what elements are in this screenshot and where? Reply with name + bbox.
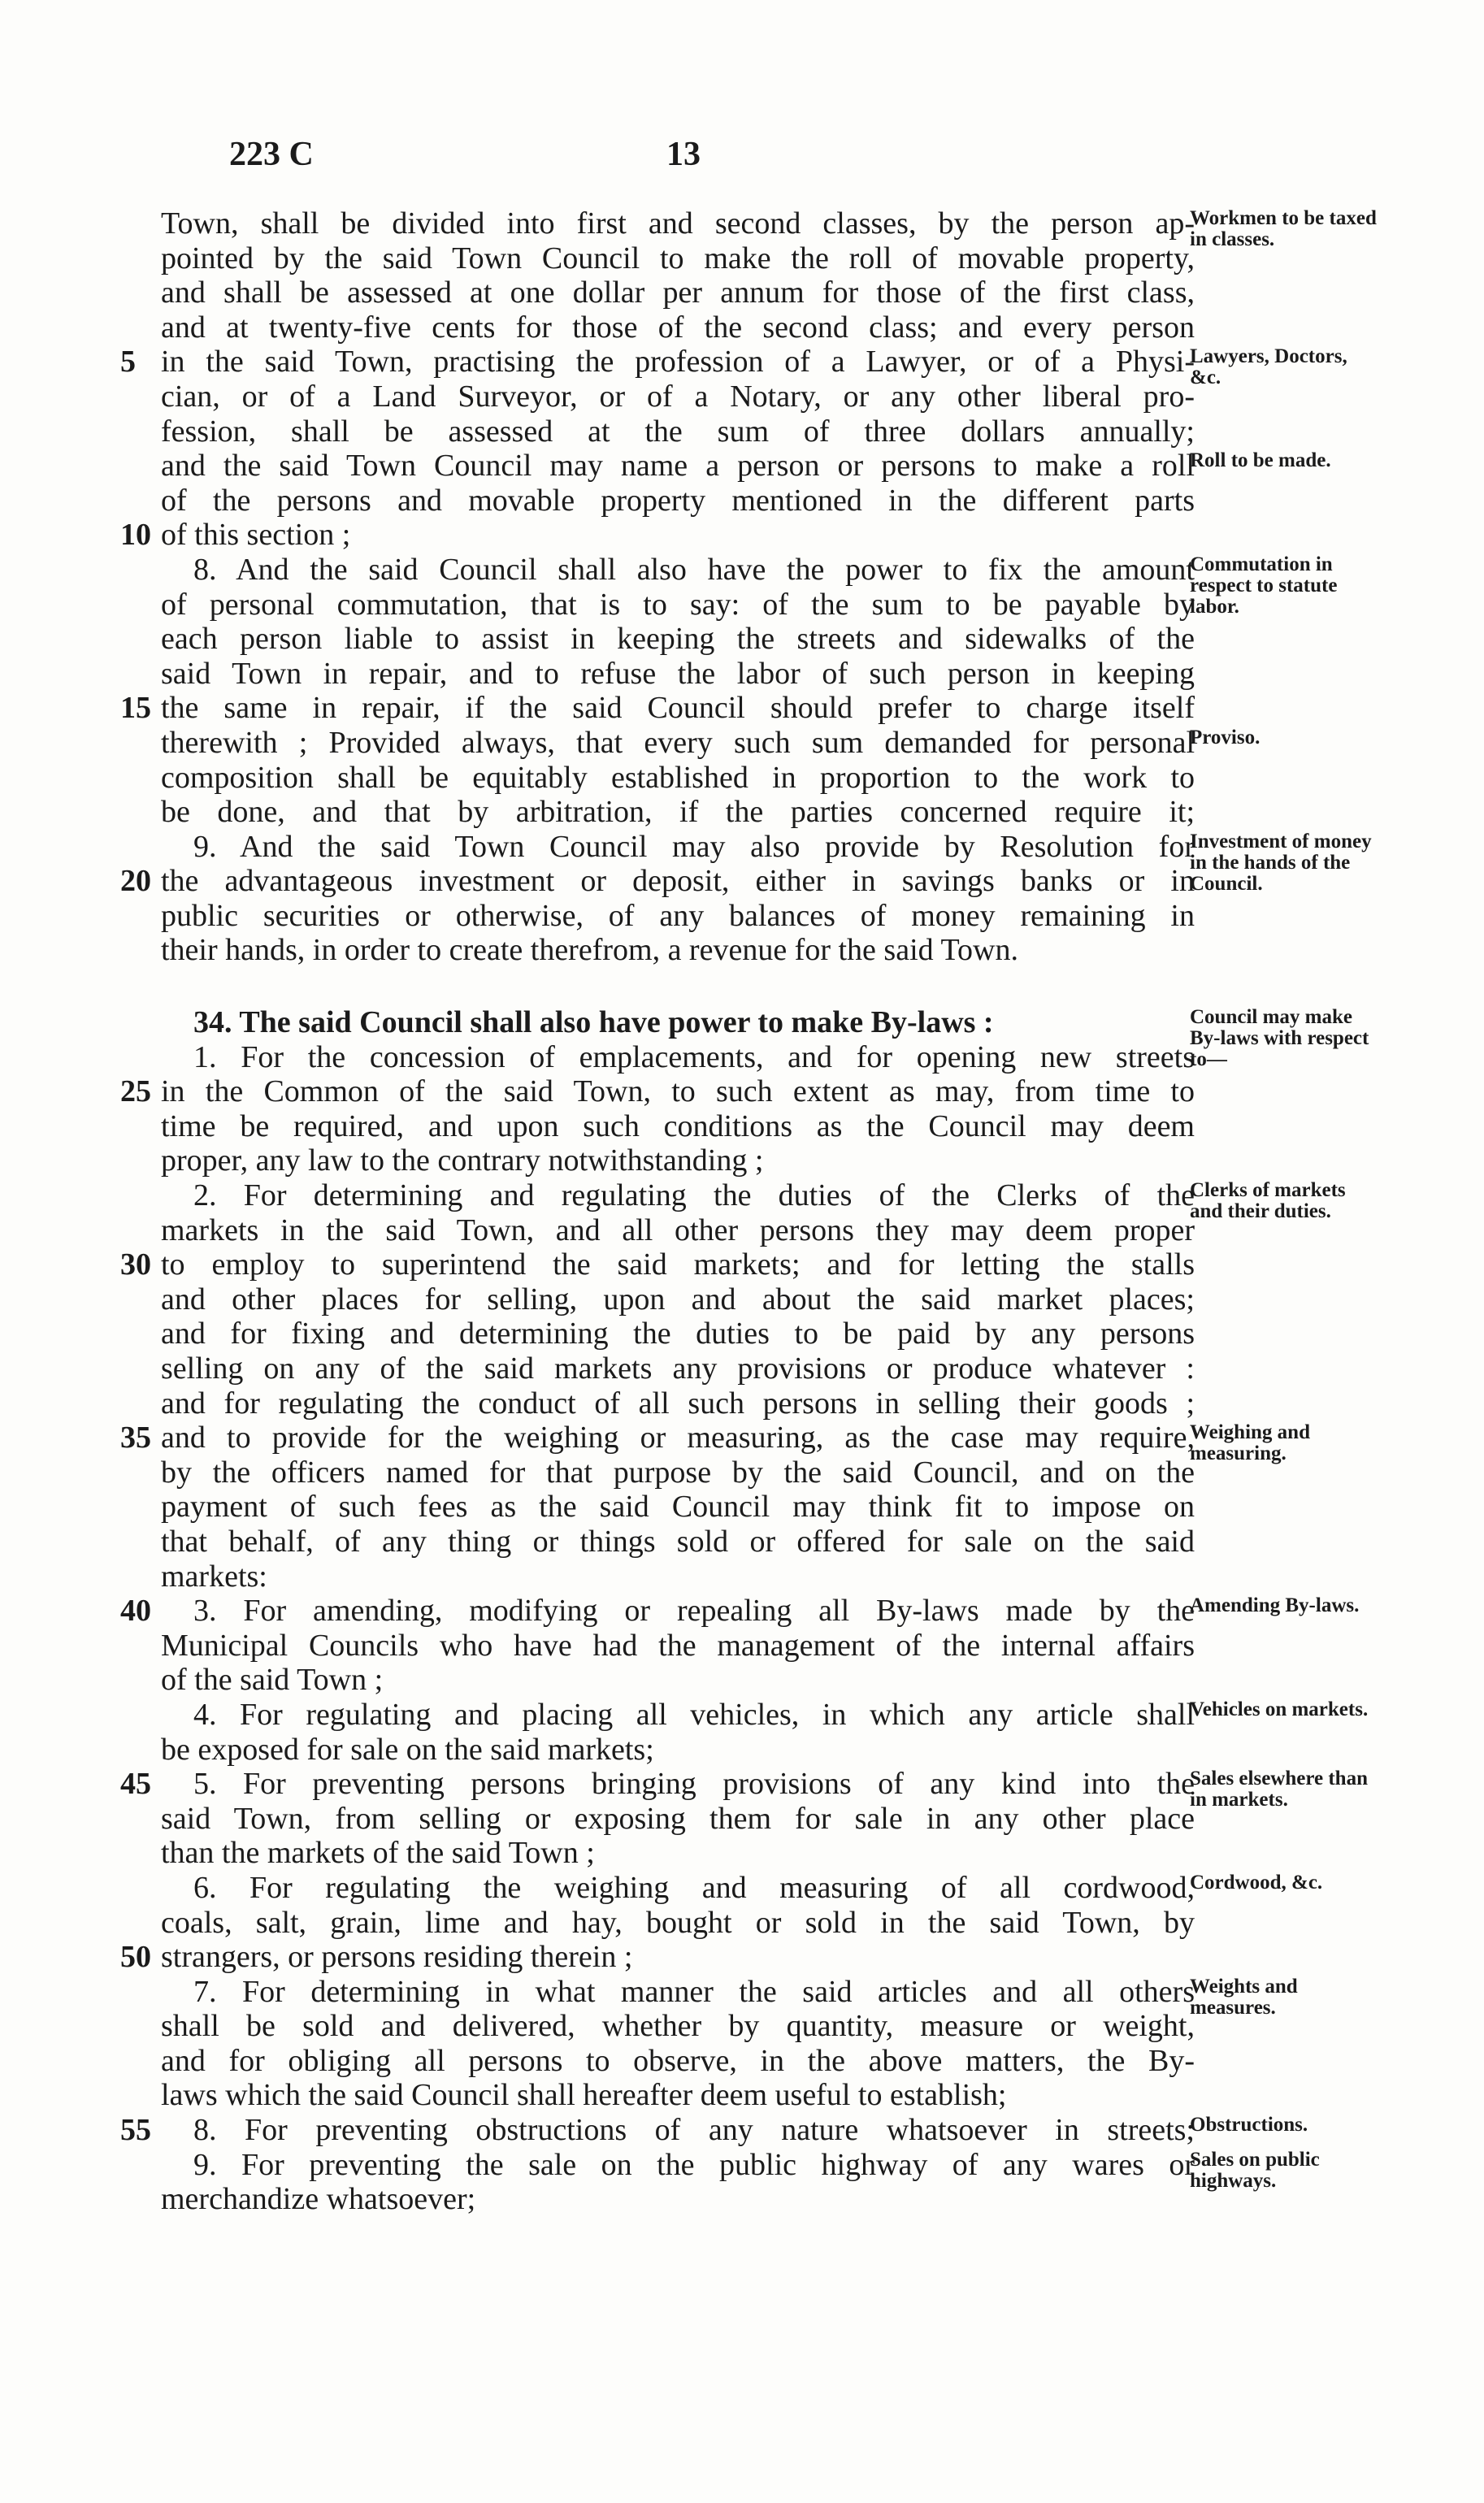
margin-note: Weighing and measuring. bbox=[1190, 1421, 1310, 1465]
text-line bbox=[161, 1836, 1484, 1871]
margin-note: Sales elsewhere than in markets. bbox=[1190, 1768, 1368, 1811]
page-header bbox=[0, 135, 1484, 184]
line-text: pointed by the said Town Council to make the roll of movable property, bbox=[161, 241, 1195, 275]
margin-note: Proviso. bbox=[1190, 726, 1261, 748]
text-line bbox=[161, 1386, 1484, 1421]
line-text: in the Common of the said Town, to such extent as may, from time to bbox=[161, 1074, 1195, 1109]
text-line bbox=[161, 761, 1484, 796]
line-text: 9. For preventing the sale on the public highway of any wares or bbox=[193, 2147, 1195, 2182]
text-line bbox=[161, 1802, 1484, 1837]
text-line bbox=[161, 380, 1484, 414]
line-number: 10 bbox=[120, 518, 151, 553]
line-text: selling on any of the said markets any provisions or produce whatever : bbox=[161, 1351, 1195, 1386]
text-line bbox=[161, 310, 1484, 345]
text-line bbox=[161, 795, 1484, 830]
text-line bbox=[161, 933, 1484, 968]
line-number: 40 bbox=[120, 1594, 151, 1629]
text-line bbox=[161, 1871, 1484, 1906]
text-line bbox=[161, 1559, 1484, 1594]
text-line bbox=[120, 345, 1484, 389]
margin-note: Lawyers, Doctors, &c. bbox=[1190, 345, 1347, 389]
line-text: laws which the said Council shall hereafter deem useful to establish; bbox=[161, 2078, 1007, 2113]
text-line bbox=[120, 864, 1484, 899]
line-text: and at twenty-five cents for those of the second class; and every person bbox=[161, 310, 1195, 345]
line-text: time be required, and upon such conditions as the Council may deem bbox=[161, 1108, 1195, 1143]
line-text: and the said Town Council may name a person or persons to make a roll bbox=[161, 449, 1195, 484]
text-line bbox=[161, 275, 1484, 310]
line-text: proper, any law to the contrary notwithstanding ; bbox=[161, 1143, 764, 1178]
line-text: Municipal Councils who have had the management of the internal affairs bbox=[161, 1628, 1195, 1663]
line-number: 25 bbox=[120, 1074, 151, 1109]
text-line bbox=[161, 1906, 1484, 1941]
line-text: 9. And the said Town Council may also provide by Resolution for bbox=[193, 829, 1195, 864]
margin-note: Commutation in respect to statute labor. bbox=[1190, 553, 1338, 618]
text-line bbox=[161, 2182, 1484, 2217]
line-text: 34. The said Council shall also have power to make By-laws : bbox=[193, 1005, 994, 1040]
margin-note: Sales on public highways. bbox=[1190, 2148, 1320, 2192]
text-line bbox=[120, 691, 1484, 726]
margin-note: Amending By-laws. bbox=[1190, 1594, 1360, 1617]
text-line bbox=[161, 622, 1484, 657]
text-line bbox=[161, 1974, 1484, 2019]
text-line bbox=[161, 588, 1484, 622]
line-text: said Town, from selling or exposing them for sale in any other place bbox=[161, 1801, 1195, 1836]
text-line bbox=[161, 1143, 1484, 1178]
line-text: 2. For determining and regulating the duties of the Clerks of the bbox=[193, 1178, 1195, 1213]
text-line bbox=[120, 1247, 1484, 1282]
line-text: than the markets of the said Town ; bbox=[161, 1836, 595, 1871]
text-line bbox=[120, 1074, 1484, 1109]
line-text: of the said Town ; bbox=[161, 1663, 384, 1698]
line-text: be exposed for sale on the said markets; bbox=[161, 1732, 654, 1767]
line-text: to employ to superintend the said markets; and for letting the stalls bbox=[161, 1247, 1195, 1282]
margin-note: Clerks of markets and their duties. bbox=[1190, 1179, 1346, 1223]
margin-note: Roll to be made. bbox=[1190, 449, 1331, 472]
text-line bbox=[161, 1109, 1484, 1144]
text-line bbox=[120, 2113, 1484, 2148]
line-text: 8. And the said Council shall also have the power to fix the amount bbox=[193, 552, 1195, 587]
line-number: 45 bbox=[120, 1767, 151, 1802]
line-text: fession, shall be assessed at the sum of three dollars annually; bbox=[161, 414, 1195, 449]
text-line bbox=[161, 2009, 1484, 2044]
line-text: Town, shall be divided into first and second classes, by the person ap- bbox=[161, 206, 1195, 241]
line-text: said Town in repair, and to refuse the labor of such person in keeping bbox=[161, 656, 1195, 691]
text-line bbox=[161, 2044, 1484, 2079]
line-text: and for regulating the conduct of all such persons in selling their goods ; bbox=[161, 1386, 1195, 1421]
line-text: markets: bbox=[161, 1559, 267, 1594]
text-line bbox=[120, 518, 1484, 553]
document-reference: 223 C bbox=[229, 136, 314, 173]
text-line bbox=[161, 449, 1484, 484]
line-text: 5. For preventing persons bringing provisions of any kind into the bbox=[193, 1767, 1195, 1802]
line-number: 55 bbox=[120, 2113, 151, 2148]
margin-note: Obstructions. bbox=[1190, 2114, 1308, 2136]
text-line bbox=[161, 1040, 1484, 1075]
line-text: 3. For amending, modifying or repealing all By-laws made by the bbox=[193, 1594, 1195, 1629]
margin-note: Weights and measures. bbox=[1190, 1975, 1298, 2019]
line-number: 5 bbox=[120, 345, 136, 380]
line-text: 4. For regulating and placing all vehicles, in which any article shall bbox=[193, 1697, 1195, 1732]
text-line bbox=[161, 206, 1484, 250]
line-text: their hands, in order to create therefrom, a revenue for the said Town. bbox=[161, 933, 1018, 968]
text-line bbox=[161, 2078, 1484, 2113]
line-number: 30 bbox=[120, 1247, 151, 1282]
line-text: cian, or of a Land Surveyor, or of a Notary, or any other liberal pro- bbox=[161, 379, 1195, 414]
text-line bbox=[161, 1733, 1484, 1768]
margin-note: Vehicles on markets. bbox=[1190, 1698, 1369, 1720]
text-line bbox=[161, 1282, 1484, 1317]
line-text: and for fixing and determining the duties to be paid by any persons bbox=[161, 1317, 1195, 1351]
line-text: and shall be assessed at one dollar per annum for those of the first class, bbox=[161, 275, 1195, 310]
text-line bbox=[120, 1421, 1484, 1465]
line-text: that behalf, of any thing or things sold or offered for sale on the said bbox=[161, 1524, 1195, 1559]
line-text: payment of such fees as the said Council may think fit to impose on bbox=[161, 1490, 1195, 1525]
line-text: 1. For the concession of emplacements, and for opening new streets bbox=[193, 1039, 1195, 1074]
text-line bbox=[161, 2147, 1484, 2192]
margin-note: Workmen to be taxed in classes. bbox=[1190, 207, 1377, 250]
text-line bbox=[161, 1490, 1484, 1525]
margin-note: Cordwood, &c. bbox=[1190, 1871, 1323, 1894]
line-number: 35 bbox=[120, 1421, 151, 1455]
text-line bbox=[161, 1698, 1484, 1733]
line-text: the advantageous investment or deposit, either in savings banks or in bbox=[161, 864, 1195, 899]
line-text: public securities or otherwise, of any balances of money remaining in bbox=[161, 898, 1195, 933]
line-text: markets in the said Town, and all other persons they may deem proper bbox=[161, 1212, 1195, 1247]
text-line bbox=[161, 657, 1484, 692]
line-text: and for obliging all persons to observe, in the above matters, the By- bbox=[161, 2043, 1195, 2078]
text-line bbox=[161, 1663, 1484, 1698]
text-line bbox=[120, 1940, 1484, 1975]
line-text: of this section ; bbox=[161, 518, 351, 553]
line-text: by the officers named for that purpose by the said Council, and on the bbox=[161, 1455, 1195, 1490]
line-text: composition shall be equitably established in proportion to the work to bbox=[161, 760, 1195, 795]
text-line bbox=[161, 1351, 1484, 1386]
text-line bbox=[161, 899, 1484, 934]
text-line bbox=[161, 484, 1484, 518]
line-text: strangers, or persons residing therein ; bbox=[161, 1940, 633, 1975]
text-line bbox=[161, 726, 1484, 761]
line-text: therewith ; Provided always, that every such sum demanded for personal bbox=[161, 725, 1195, 760]
text-line bbox=[161, 1213, 1484, 1248]
line-number: 15 bbox=[120, 691, 151, 726]
text-line bbox=[161, 1455, 1484, 1490]
text-line bbox=[161, 1629, 1484, 1664]
line-text: each person liable to assist in keeping the streets and sidewalks of the bbox=[161, 622, 1195, 657]
text-line bbox=[120, 1767, 1484, 1811]
text-line bbox=[161, 414, 1484, 449]
line-text: be done, and that by arbitration, if the parties concerned require it; bbox=[161, 795, 1195, 830]
line-text: in the said Town, practising the profession of a Lawyer, or of a Physi- bbox=[161, 345, 1195, 380]
line-text: the same in repair, if the said Council should prefer to charge itself bbox=[161, 691, 1195, 726]
text-line bbox=[161, 1525, 1484, 1559]
line-text: shall be sold and delivered, whether by quantity, measure or weight, bbox=[161, 2009, 1195, 2044]
line-text: 8. For preventing obstructions of any nature whatsoever in streets; bbox=[193, 2113, 1195, 2148]
line-text: and to provide for the weighing or measuring, as the case may require, bbox=[161, 1421, 1195, 1455]
line-text: coals, salt, grain, lime and hay, bought or sold in the said Town, by bbox=[161, 1905, 1195, 1940]
line-text: and other places for selling, upon and about the said market places; bbox=[161, 1282, 1195, 1317]
margin-note: Investment of money in the hands of the Council. bbox=[1190, 830, 1372, 895]
body-text bbox=[120, 206, 1484, 2217]
line-number: 20 bbox=[120, 864, 151, 899]
text-line bbox=[161, 241, 1484, 276]
text-line bbox=[161, 1178, 1484, 1223]
line-text: merchandize whatsoever; bbox=[161, 2182, 476, 2217]
line-text: of personal commutation, that is to say: of the sum to be payable by bbox=[161, 587, 1195, 622]
line-text: of the persons and movable property mentioned in the different parts bbox=[161, 483, 1195, 518]
line-text: 6. For regulating the weighing and measuring of all cordwood, bbox=[193, 1870, 1195, 1905]
page-number: 13 bbox=[666, 136, 701, 173]
line-number: 50 bbox=[120, 1940, 151, 1975]
line-text: 7. For determining in what manner the said articles and all others bbox=[193, 1974, 1195, 2009]
text-line bbox=[161, 1317, 1484, 1351]
margin-note: Council may make By-laws with respect to— bbox=[1190, 1006, 1369, 1071]
text-line bbox=[120, 1594, 1484, 1629]
